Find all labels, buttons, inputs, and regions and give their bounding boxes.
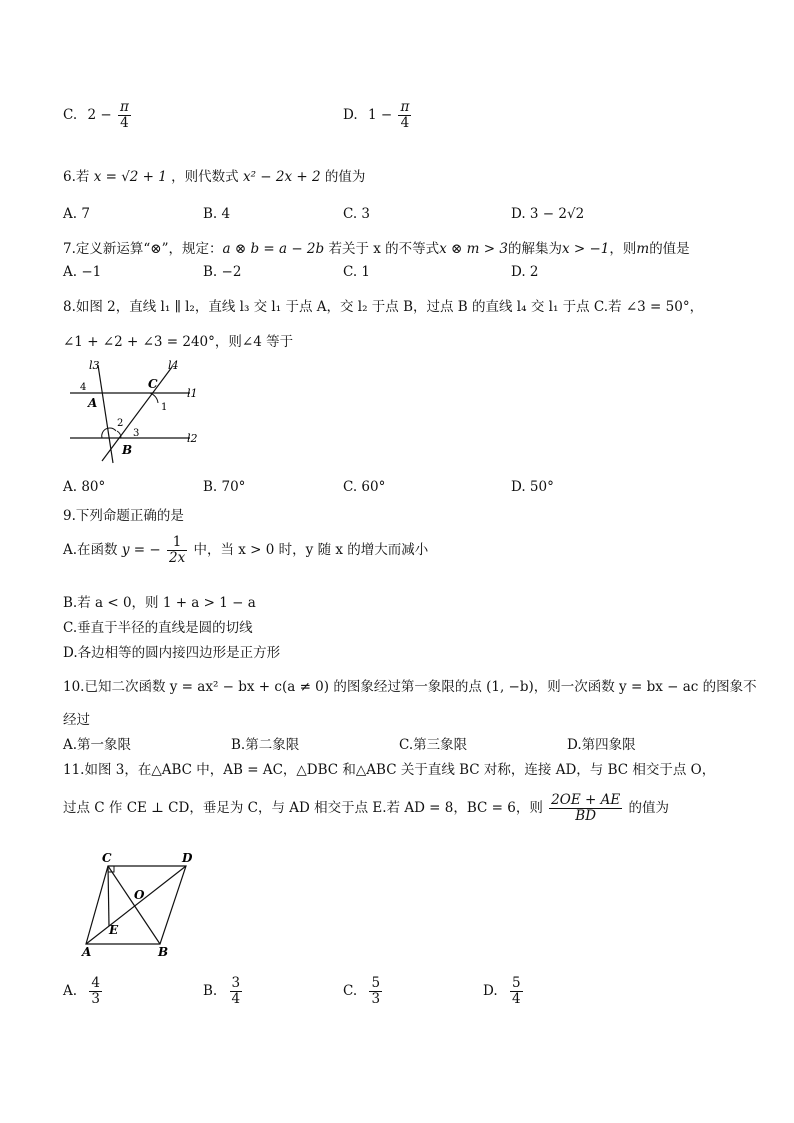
- fraction: [369, 976, 382, 1007]
- q10-stem-line2: 经过: [63, 712, 90, 728]
- stem-text: 若关于 x 的不等式: [324, 241, 440, 257]
- q8-option-c: C. 60°: [343, 479, 386, 495]
- fraction: [118, 100, 131, 131]
- fraction-denominator: 4: [231, 990, 241, 1007]
- label-point-c: C: [148, 377, 158, 391]
- math-expression: a ⊗ b = a − 2b: [222, 241, 325, 257]
- fraction: [167, 535, 187, 566]
- q6-option-b: B. 4: [203, 206, 231, 222]
- fraction-denominator: 4: [511, 990, 521, 1007]
- option-text: A.在函数: [63, 541, 118, 558]
- q10-option-b: B.第二象限: [231, 737, 300, 753]
- q5-option-d: [343, 100, 413, 131]
- label-l4: l4: [168, 359, 179, 372]
- q6-option-a: A. 7: [63, 206, 90, 222]
- stem-text: ，则: [609, 241, 637, 257]
- math-expression: x = √2 + 1: [93, 169, 167, 185]
- label-point-d: D: [182, 851, 193, 865]
- q8-figure: [60, 355, 210, 465]
- segment-ad: [86, 866, 186, 944]
- q11-stem-line2: [63, 793, 669, 824]
- option-label: B.: [203, 982, 218, 999]
- q7-stem: [63, 237, 690, 257]
- stem-text: 的值是: [649, 241, 690, 257]
- q9-option-d: D.各边相等的圆内接四边形是正方形: [63, 645, 281, 661]
- stem-text: 6.若: [63, 169, 90, 185]
- option-label: C.: [63, 106, 78, 123]
- q7-option-a: A. −1: [63, 264, 102, 280]
- option-label: A.: [63, 982, 78, 999]
- q6-stem: [63, 165, 365, 185]
- fraction-numerator: π: [119, 99, 129, 115]
- fraction-numerator: π: [400, 99, 410, 115]
- fraction-numerator: 4: [91, 975, 100, 991]
- math-variable: m: [636, 241, 650, 257]
- q11-option-c: [343, 976, 384, 1007]
- label-point-a: A: [82, 945, 92, 958]
- fraction-denominator: BD: [575, 807, 597, 824]
- label-point-a: A: [88, 396, 98, 410]
- stem-text: 的值为: [628, 799, 669, 816]
- segment-ce: [108, 866, 109, 926]
- q8-option-d: D. 50°: [511, 479, 554, 495]
- label-point-o: O: [134, 888, 145, 902]
- fraction-numerator: 3: [231, 975, 241, 991]
- q8-stem-line2: ∠1 + ∠2 + ∠3 = 240°，则∠4 等于: [63, 334, 294, 350]
- fraction: [398, 100, 411, 131]
- label-point-b: B: [158, 945, 169, 958]
- option-expression: 1 −: [367, 106, 393, 123]
- math-expression: x² − 2x + 2: [242, 169, 321, 185]
- stem-text: 的值为: [324, 169, 366, 185]
- math-expression: y = −: [121, 541, 161, 558]
- q10-stem-line1: 10.已知二次函数 y = ax² − bx + c(a ≠ 0) 的图象经过第一象限的点 (1, −b)，则一次函数 y = bx − ac 的图象不: [63, 679, 757, 695]
- fraction: [89, 976, 102, 1007]
- q6-option-c: C. 3: [343, 206, 371, 222]
- fraction-denominator: 3: [91, 990, 100, 1007]
- option-expression: 2 −: [87, 106, 112, 123]
- fraction-denominator: 4: [400, 114, 410, 131]
- q5-option-c: [63, 100, 133, 131]
- fraction-numerator: 1: [167, 535, 187, 551]
- fraction-numerator: 2OE + AE: [551, 792, 621, 808]
- label-l1: l1: [187, 387, 198, 400]
- label-angle-3: 3: [133, 428, 140, 439]
- option-text: 中，当 x > 0 时，y 随 x 的增大而减小: [193, 541, 429, 558]
- option-label: C.: [343, 982, 358, 999]
- q9-option-b: B.若 a < 0，则 1 + a > 1 − a: [63, 595, 256, 611]
- option-label: D.: [343, 106, 358, 123]
- stem-text: 过点 C 作 CE ⊥ CD，垂足为 C，与 AD 相交于点 E.若 AD = 8，BC = 6，则: [63, 799, 543, 816]
- label-point-c: C: [102, 851, 112, 865]
- label-point-e: E: [109, 923, 119, 937]
- fraction: [230, 976, 243, 1007]
- label-point-b: B: [122, 443, 133, 457]
- q7-option-b: B. −2: [203, 264, 242, 280]
- label-angle-2: 2: [117, 418, 124, 429]
- q9-option-a: [63, 535, 428, 566]
- q11-option-b: [203, 976, 244, 1007]
- q10-option-a: A.第一象限: [63, 737, 132, 753]
- fraction-numerator: 5: [511, 975, 521, 991]
- fraction: [549, 793, 622, 824]
- q8-option-a: A. 80°: [63, 479, 106, 495]
- fraction-denominator: 2x: [168, 549, 186, 566]
- q11-option-d: [483, 976, 525, 1007]
- q9-stem: 9.下列命题正确的是: [63, 508, 184, 524]
- label-angle-4: 4: [80, 382, 87, 393]
- label-l2: l2: [187, 432, 198, 445]
- q6-option-d: D. 3 − 2√2: [511, 206, 585, 222]
- q8-option-b: B. 70°: [203, 479, 246, 495]
- label-angle-1: 1: [161, 402, 168, 413]
- math-expression: x ⊗ m > 3: [439, 241, 508, 257]
- q9-option-c: C.垂直于半径的直线是圆的切线: [63, 620, 253, 636]
- q11-stem-line1: 11.如图 3，在△ABC 中，AB = AC，△DBC 和△ABC 关于直线 BC 对称，连接 AD，与 BC 相交于点 O，: [63, 762, 716, 778]
- q10-option-d: D.第四象限: [567, 737, 636, 753]
- option-label: D.: [483, 982, 498, 999]
- stem-text: 的解集为: [507, 241, 562, 257]
- q7-option-d: D. 2: [511, 264, 539, 280]
- q7-option-c: C. 1: [343, 264, 371, 280]
- line-l4: [102, 367, 172, 461]
- q8-stem-line1: 8.如图 2，直线 l₁ ∥ l₂，直线 l₃ 交 l₁ 于点 A，交 l₂ 于点 B，过点 B 的直线 l₄ 交 l₁ 于点 C.若 ∠3 = 50°，: [63, 299, 704, 315]
- fraction-denominator: 3: [371, 990, 381, 1007]
- q10-option-c: C.第三象限: [399, 737, 468, 753]
- label-l3: l3: [89, 359, 100, 372]
- q11-option-a: [63, 976, 104, 1007]
- stem-text: 7.定义新运算“⊗”，规定：: [63, 241, 223, 257]
- q11-figure: [78, 850, 203, 958]
- fraction: [510, 976, 523, 1007]
- math-expression: x > −1: [561, 241, 610, 257]
- fraction-denominator: 4: [120, 114, 129, 131]
- stem-text: ，则代数式: [171, 169, 239, 185]
- fraction-numerator: 5: [371, 975, 381, 991]
